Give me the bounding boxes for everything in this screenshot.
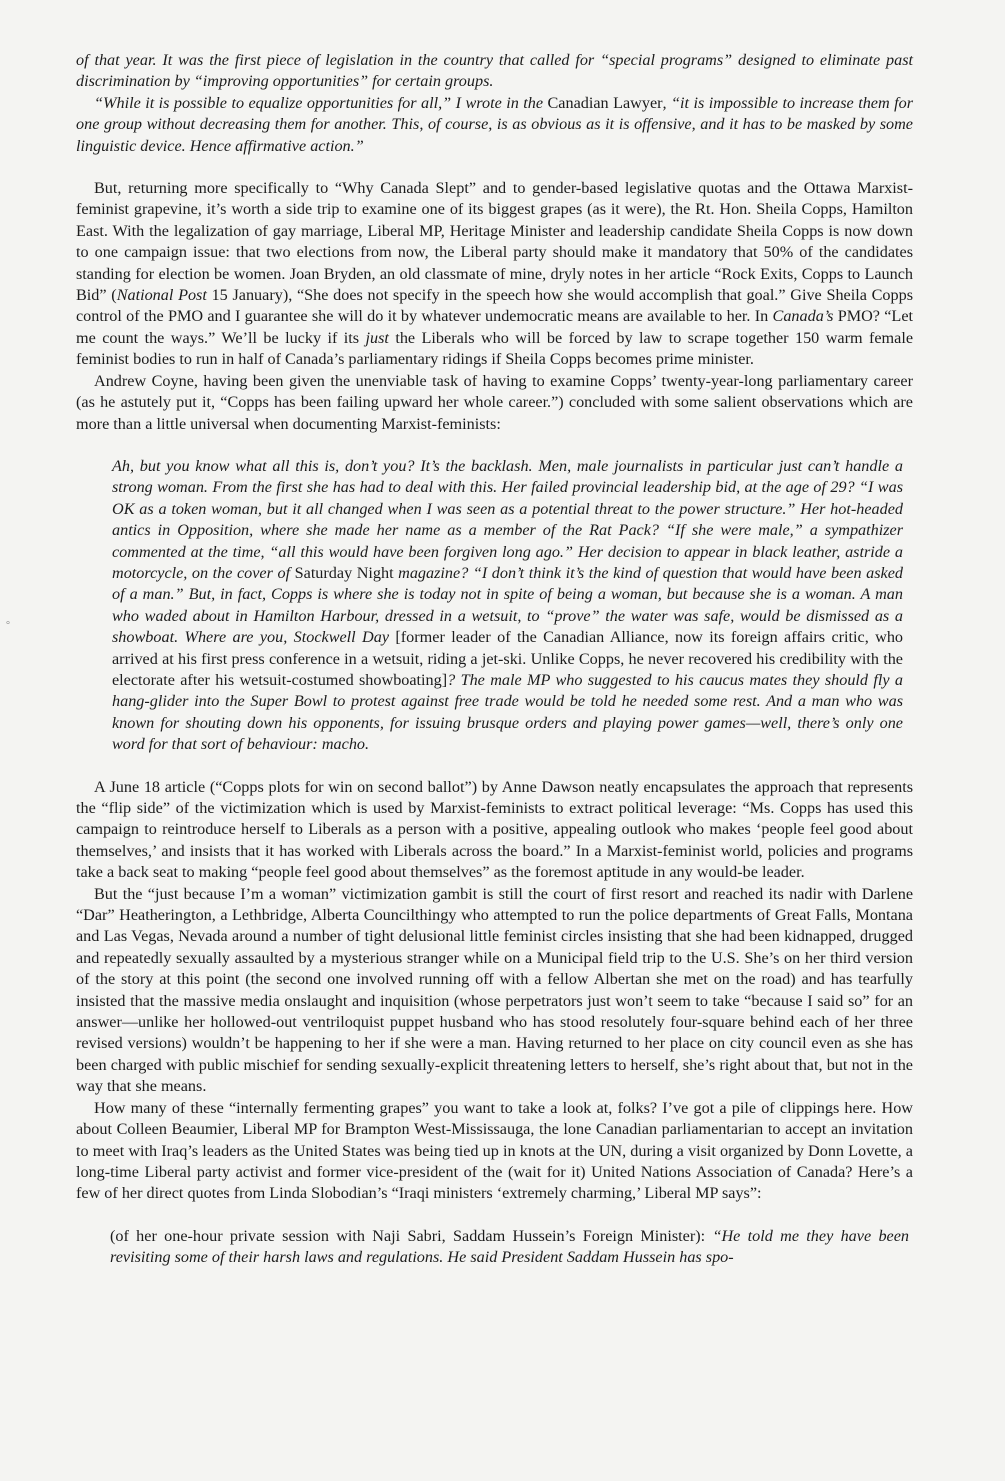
block-quote-beaumier [76, 1226, 913, 1269]
publication-name: National Post [116, 286, 207, 305]
text-span: “While it is possible to equalize opportunities for all,” I wrote in the [94, 93, 548, 112]
editorial-insert: [former leader of the Canadian Alliance, now its foreign affairs critic, who arrived at his first press conference in a wetsuit, riding a jet-ski. Unlike Copps, he never recovered his credibility with the electorate after his wetsuit-costumed showboating] [112, 628, 904, 689]
paragraph-heatherington [76, 884, 913, 1098]
paragraph-canadian-lawyer-quote [76, 93, 913, 157]
emphasis-text: just [365, 328, 389, 347]
paragraph-sheila-copps [76, 178, 913, 371]
text-span: PMO? “Let me count the ways.” We’ll be lucky if its [76, 307, 914, 347]
spacer [76, 157, 913, 178]
text-span: 15 January), “She does not specify in the speech how she would accomplish that goal.” Give Sheila Copps control of the PMO and I guarantee she will do it by whatever undemocratic means are available to her. In [76, 286, 913, 326]
paragraph-affirmative-action-origin [76, 50, 913, 93]
text-span: of that year. It was the first piece of legislation in the country that called for “special programs” designed to eliminate past discrimination by “improving opportunities” for certain groups. [76, 51, 913, 91]
paragraph-colleen-beaumier [76, 1098, 913, 1205]
margin-mark: ° [6, 620, 10, 631]
text-span: But, returning more specifically to “Why Canada Slept” and to gender-based legislative quotas and the Ottawa Marxist-feminist grapevine, it’s worth a side trip to examine one of its biggest grapes (as it were), the Rt. Hon. Sheila Copps, Hamilton East. With the legalization of gay marriage, Liberal MP, Heritage Minister and leadership candidate Sheila Copps is now down to one campaign issue: that two elections from now, the Liberal party should make it mandatory that 50% of the candidates standing for election be women. Joan Bryden, an old classmate of mine, dryly notes in her article “Rock Exits, Copps to Launch Bid” ( [76, 179, 913, 305]
spacer [76, 756, 913, 777]
text-span: (of her one-hour private session with Naji Sabri, Saddam Hussein’s Foreign Minister): [110, 1226, 713, 1245]
paragraph-anne-dawson [76, 777, 913, 884]
text-span: Andrew Coyne, having been given the unenviable task of having to examine Copps’ twenty-year-long parliamentary career (as he astutely put it, “Copps has been failing upward her whole career.”) concluded with some salient observations which are more than a little universal when documenting Marxist-feminists: [76, 371, 913, 433]
block-quote-coyne [76, 456, 913, 756]
text-span: the Liberals who will be forced by law to scrape together 150 warm female feminist bodies to run in half of Canada’s parliamentary ridings if Sheila Copps becomes prime minister. [76, 328, 914, 369]
text-span: A June 18 article (“Copps plots for win on second ballot”) by Anne Dawson neatly encapsulates the approach that represents the “flip side” of the victimization which is used by Marxist-feminists to extract political leverage: “Ms. Copps has used this campaign to reintroduce herself to Liberals as a person with a positive, appealing outlook who makes ‘people feel good about themselves,’ and insists that it has worked with Liberals across the board.” In a Marxist-feminist world, policies and programs take a back seat to making “people feel good about themselves” as the foremost aptitude in any would-be leader. [76, 777, 913, 882]
paragraph-andrew-coyne [76, 371, 913, 435]
spacer [76, 435, 913, 456]
text-span: Ah, but you know what all this is, don’t you? It’s the backlash. Men, male journalists in particular just can’t handle a strong woman. From the first she has had to deal with this. Her failed provincial leadership bid, at the age of 29? “I was OK as a token woman, but it all changed when I was seen as a potential threat to the power structure.” Her hot-headed antics in Opposition, where she made her name as a member of the Rat Pack? “If she were male,” a sympathizer commented at the time, “all this would have been forgiven long ago.” Her decision to appear in black leather, astride a motorcycle, on the cover of [112, 456, 903, 582]
text-span: ? The male MP who suggested to his caucus mates they should fly a hang-glider into the Super Bowl to protest against free trade would be told he needed some rest. And a man who was known for shouting down his opponents, for issuing brusque orders and playing power games—well, there’s only one word for that sort of behaviour: macho. [112, 670, 903, 754]
quoted-text: “He told me they have been revisiting some of their harsh laws and regulations. He said President Saddam Hussein has spo- [110, 1226, 909, 1267]
publication-name: Canadian Lawyer [547, 93, 663, 112]
text-span: magazine? “I don’t think it’s the kind of question that would have been asked of a man.” But, in fact, Copps is where she is today not in spite of being a woman, but because she is a woman. A man who waded about in Hamilton Harbour, dressed in a wetsuit, to “prove” the water was safe, would be dismissed as a showboat. Where are you, Stockwell Day [112, 563, 903, 647]
publication-name: Saturday Night [294, 563, 394, 582]
text-span: How many of these “internally fermenting grapes” you want to take a look at, folks? I’ve got a pile of clippings here. How about Colleen Beaumier, Liberal MP for Brampton West-Mississauga, the lone Canadian parliamentarian to accept an invitation to meet with Iraq’s leaders as the United States was being tied up in knots at the UN, during a visit organized by Donn Lovette, a long-time Liberal party activist and former vice-president of the (wait for it) United Nations Association of Canada? Here’s a few of her direct quotes from Linda Slobodian’s “Iraqi ministers ‘extremely charming,’ Liberal MP says”: [76, 1098, 913, 1203]
spacer [76, 1205, 913, 1226]
text-span: , “it is impossible to increase them for one group without decreasing them for another. This, of course, is as obvious as it is offensive, and it has to be masked by some linguistic device. Hence affirmative action.” [76, 93, 914, 155]
text-span: But the “just because I’m a woman” victimization gambit is still the court of first resort and reached its nadir with Darlene “Dar” Heatherington, a Lethbridge, Alberta Councilthingy who attempted to run the police departments of Great Falls, Montana and Las Vegas, Nevada around a number of tight delusional little feminist circles insisting that she had been kidnapped, drugged and repeatedly sexually assaulted by a mysterious stranger while on a Municipal field trip to the U.S. She’s on her third version of the story at this point (the second one involved running off with a fellow Albertan she met on the road) and has tearfully insisted that the massive media onslaught and inquisition (whose perpetrators just won’t seem to take “because I said so” for an answer—unlike her hollowed-out ventriloquist puppet husband who has stood resolutely four-square behind each of her three revised versions) wouldn’t be happening to her if she were a man. Having returned to her place on city council even as she has been charged with public mischief for sending sexually-explicit threatening letters to herself, she’s right about that, but not in the way that she means. [76, 884, 913, 1096]
emphasis-text: Canada’s [772, 307, 834, 326]
